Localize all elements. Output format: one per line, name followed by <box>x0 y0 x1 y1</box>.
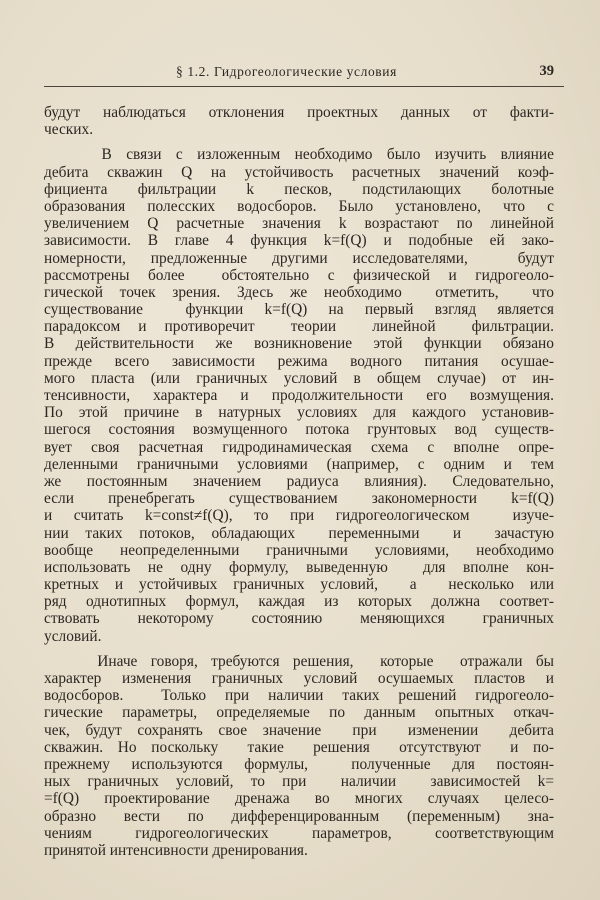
text-line: рассмотрены более обстоятельно с физической и гидрогеоло- <box>44 266 554 284</box>
page-number: 39 <box>539 63 554 79</box>
text-line: прежнему используются формулы, полученные для постоян- <box>44 755 554 773</box>
text-line: фициента фильтрации k песков, подстилающих болотные <box>44 180 554 198</box>
text-line: гические параметры, определяемые по данным опытных откач- <box>44 704 554 722</box>
text-line: парадоксом и противоречит теории линейной фильтрации. <box>44 318 554 336</box>
text-line: условий. <box>44 627 102 645</box>
text-line: прежде всего зависимости режима водного питания осушае- <box>44 352 554 370</box>
paragraph <box>44 653 554 859</box>
paragraph <box>44 104 554 138</box>
text-line: =f(Q) проектирование дренажа во многих случаях целесо- <box>44 790 554 808</box>
text-line: По этой причине в натурных условиях для каждого установив- <box>44 404 554 422</box>
text-line: ствовать некоторому состоянию меняющихся граничных <box>44 610 554 628</box>
paragraph-gap <box>44 645 554 653</box>
text-line: характер изменения граничных условий осушаемых пластов и <box>44 670 554 687</box>
text-line: ных граничных условий, то при наличии зависимостей k= <box>44 773 554 791</box>
text-line: чениям гидрогеологических параметров, соответствующим <box>44 824 554 842</box>
text-line: будут наблюдаться отклонения проектных данных от факти- <box>44 104 554 121</box>
text-line: вует своя расчетная гидродинамическая схема с вполне опре- <box>44 438 554 456</box>
text-line: вообще неопределенными граничными условиями, необходимо <box>44 541 554 559</box>
text-line: кретных и устойчивых граничных условий, а несколько или <box>44 576 554 594</box>
text-line: принятой интенсивности дренирования. <box>44 841 308 859</box>
text-line: же постоянным значением радиуса влияния). Следовательно, <box>44 472 554 490</box>
text-line: чек, будут сохранять свое значение при изменении дебита <box>44 721 554 739</box>
text-line: мого пласта (или граничных условий в общем случае) от ин- <box>44 369 554 387</box>
text-line: тенсивности, характера и продолжительности его возмущения. <box>44 387 554 404</box>
paragraph <box>44 146 554 644</box>
text-line: В действительности же возникновение этой функции обязано <box>44 335 554 353</box>
text-line: водосборов. Только при наличии таких решений гидрогеоло- <box>44 687 554 705</box>
text-line: деленными граничными условиями (например, с одним и тем <box>44 455 554 473</box>
text-line: если пренебрегать существованием закономерности k=f(Q) <box>44 490 554 508</box>
text-line: Иначе говоря, требуются решения, которые отражали бы <box>44 652 554 670</box>
body-text <box>44 104 554 859</box>
text-line: гической точек зрения. Здесь же необходимо отметить, что <box>44 283 554 301</box>
text-line: шегося состояния возмущенного потока грунтовых вод существ- <box>44 421 554 439</box>
text-line: и считать k=const≠f(Q), то при гидрогеологическом изуче- <box>44 507 554 525</box>
text-line: номерности, предложенные другими исследователями, будут <box>44 249 554 267</box>
text-line: нии таких потоков, обладающих переменными и зачастую <box>44 524 554 542</box>
paragraph-gap <box>44 138 554 146</box>
text-line: образно вести по дифференцированным (переменным) зна- <box>44 807 554 825</box>
text-line: В связи с изложенным необходимо было изучить влияние <box>44 146 554 164</box>
header-rule <box>44 86 564 87</box>
text-line: скважин. Но поскольку такие решения отсутствуют и по- <box>44 738 554 756</box>
text-line: увеличением Q расчетные значения k возрастают по линейной <box>44 215 554 233</box>
page-header <box>44 60 564 88</box>
text-line: существование функции k=f(Q) на первый взгляд является <box>44 301 554 319</box>
text-line: ряд однотипных формул, каждая из которых должна соответ- <box>44 593 554 611</box>
text-line: образования полесских водосборов. Было установлено, что с <box>44 197 554 215</box>
text-line: зависимости. В главе 4 функция k=f(Q) и подобные ей зако- <box>44 232 554 250</box>
text-line: ческих. <box>44 121 94 139</box>
text-line: дебита скважин Q на устойчивость расчетных значений коэф- <box>44 163 554 181</box>
text-line: использовать не одну формулу, выведенную для вполне кон- <box>44 558 554 576</box>
running-title: § 1.2. Гидрогеологические условия <box>176 64 397 79</box>
